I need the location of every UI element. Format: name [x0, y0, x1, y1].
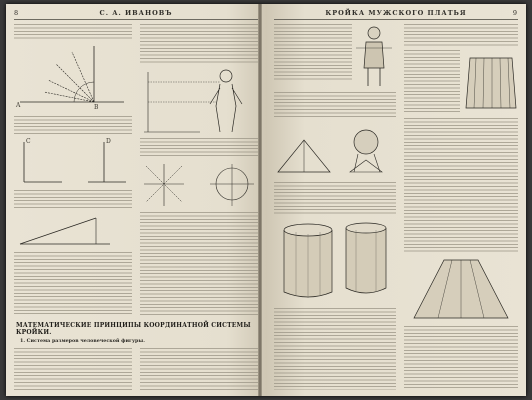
text-block	[140, 138, 258, 158]
label-a: A	[16, 102, 21, 109]
section-title: МАТЕМАТИЧЕСКИЕ ПРИНЦИПЫ КООРДИНАТНОЙ СИСТЕМЫ КРОЙКИ.	[16, 322, 251, 336]
label-c: C	[26, 138, 31, 145]
text-block	[274, 24, 352, 82]
text-block	[274, 308, 396, 390]
text-block	[14, 348, 132, 390]
page-number: 9	[512, 9, 518, 17]
text-block	[14, 24, 132, 40]
running-head: КРОЙКА МУЖСКОГО ПЛАТЬЯ	[325, 9, 467, 17]
text-block	[140, 24, 258, 64]
text-block	[274, 92, 396, 118]
text-block	[404, 24, 518, 48]
label-d: D	[106, 138, 111, 145]
running-header-left	[14, 9, 258, 20]
figure-fan-lines	[462, 50, 520, 114]
figure-triangle	[14, 210, 132, 250]
page-number: 8	[14, 9, 20, 17]
figure-fan-angles	[14, 42, 132, 114]
running-head: С. А. ИВАНОВЪ	[99, 9, 173, 17]
right-page	[266, 4, 526, 396]
running-header-right	[274, 9, 518, 20]
text-block	[404, 326, 518, 390]
text-block	[14, 252, 132, 316]
text-block	[404, 118, 518, 252]
text-block	[274, 182, 396, 216]
text-block	[14, 190, 132, 208]
left-page	[6, 4, 266, 396]
book-spread	[6, 4, 526, 396]
book-gutter	[258, 4, 262, 396]
figure-head-profile	[274, 120, 396, 178]
label-b: B	[94, 104, 99, 111]
figure-human-silhouette	[140, 66, 258, 136]
text-block	[404, 50, 460, 114]
text-block	[140, 348, 258, 390]
figure-axes	[140, 160, 258, 210]
subsection-title: 1. Система размеров человеческой фигуры.	[20, 338, 145, 344]
text-block	[140, 212, 258, 316]
figure-skirt-pattern	[404, 254, 518, 324]
figure-right-angles	[14, 136, 132, 188]
figure-cylinder	[274, 218, 396, 304]
figure-man-measuring	[352, 24, 396, 88]
text-block	[14, 116, 132, 134]
